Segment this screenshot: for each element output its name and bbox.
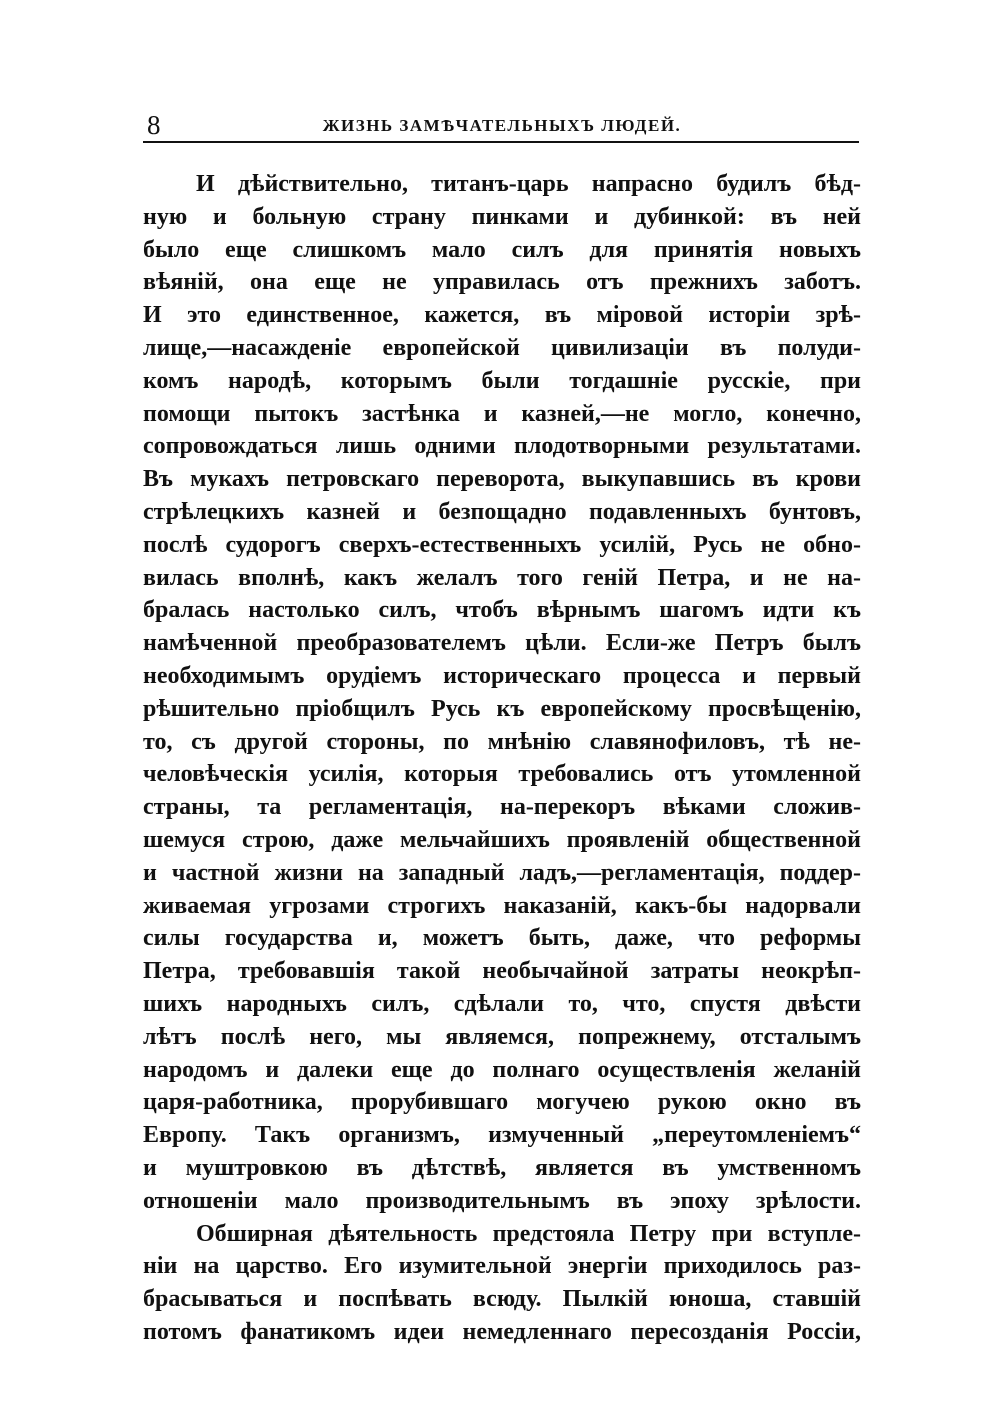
text-line: необходимымъ орудіемъ историческаго процесса и первый xyxy=(143,662,861,689)
text-line: и муштровкою въ дѣтствѣ, является въ умственномъ xyxy=(143,1154,861,1181)
header-rule xyxy=(143,141,859,143)
text-line: Въ мукахъ петровскаго переворота, выкупавшись въ крови xyxy=(143,466,861,493)
text-line: помощи пытокъ застѣнка и казней,—не могло, конечно, xyxy=(143,400,861,427)
text-line: потомъ фанатикомъ идеи немедленнаго пересозданія Россіи, xyxy=(143,1318,861,1345)
text-line: ную и больную страну пинками и дубинкой: въ ней xyxy=(143,203,861,230)
text-line: стрѣлецкихъ казней и безпощадно подавленныхъ бунтовъ, xyxy=(143,498,861,525)
text-line: рѣшительно пріобщилъ Русь къ европейскому просвѣщенію, xyxy=(143,695,861,722)
page-header xyxy=(143,104,861,144)
text-line: лѣтъ послѣ него, мы являемся, попрежнему, отсталымъ xyxy=(143,1023,861,1050)
text-line: шихъ народныхъ силъ, сдѣлали то, что, спустя двѣсти xyxy=(143,990,861,1017)
text-line: сопровождаться лишь одними плодотворными результатами. xyxy=(143,433,861,460)
page-number: 8 xyxy=(147,110,161,140)
running-title: ЖИЗНЬ ЗАМѢЧАТЕЛЬНЫХЪ ЛЮДЕЙ. xyxy=(322,116,682,135)
text-line: человѣческія усилія, которыя требовались отъ утомленной xyxy=(143,761,861,788)
text-line: И дѣйствительно, титанъ-царь напрасно будилъ бѣд- xyxy=(196,171,861,197)
text-line: и частной жизни на западный ладъ,—регламентація, поддер- xyxy=(143,859,861,886)
text-line: комъ народѣ, которымъ были тогдашніе русскіе, при xyxy=(143,367,861,394)
text-line: было еще слишкомъ мало силъ для принятія новыхъ xyxy=(143,236,861,263)
body-text xyxy=(143,168,861,1349)
text-line: отношеніи мало производительнымъ въ эпоху зрѣлости. xyxy=(143,1187,861,1214)
text-line: силы государства и, можетъ быть, даже, что реформы xyxy=(143,925,861,952)
text-line: страны, та регламентація, на-перекоръ вѣками сложив- xyxy=(143,794,861,821)
text-line: вилась вполнѣ, какъ желалъ того геній Петра, и не на- xyxy=(143,564,861,591)
text-line: бралась настолько силъ, чтобъ вѣрнымъ шагомъ идти къ xyxy=(143,597,861,624)
text-line: живаемая угрозами строгихъ наказаній, какъ-бы надорвали xyxy=(143,892,861,919)
text-line: шемуся строю, даже мельчайшихъ проявленій общественной xyxy=(143,826,861,853)
text-line: Европу. Такъ организмъ, измученный „переутомленіемъ“ xyxy=(143,1122,861,1149)
text-line: Обширная дѣятельность предстояла Петру при вступле- xyxy=(196,1220,861,1247)
text-line: вѣяній, она еще не управилась отъ прежнихъ заботъ. xyxy=(143,269,861,296)
text-line: лище,—насажденіе европейской цивилизаціи въ полуди- xyxy=(143,334,861,361)
text-line: то, съ другой стороны, по мнѣнію славянофиловъ, тѣ не- xyxy=(143,728,861,755)
text-line: народомъ и далеки еще до полнаго осуществленія желаній xyxy=(143,1056,861,1083)
text-line: царя-работника, прорубившаго могучею рукою окно въ xyxy=(143,1089,861,1116)
text-line: ніи на царство. Его изумительной энергіи приходилось раз- xyxy=(143,1253,861,1280)
text-line: И это единственное, кажется, въ міровой исторіи зрѣ- xyxy=(143,302,861,329)
text-line: послѣ судорогъ сверхъ-естественныхъ усилій, Русь не обно- xyxy=(143,531,861,558)
text-line: брасываться и поспѣвать всюду. Пылкій юноша, ставшій xyxy=(143,1286,861,1313)
text-line: намѣченной преобразователемъ цѣли. Если-же Петръ былъ xyxy=(143,630,861,657)
text-line: Петра, требовавшія такой необычайной затраты неокрѣп- xyxy=(143,958,861,985)
